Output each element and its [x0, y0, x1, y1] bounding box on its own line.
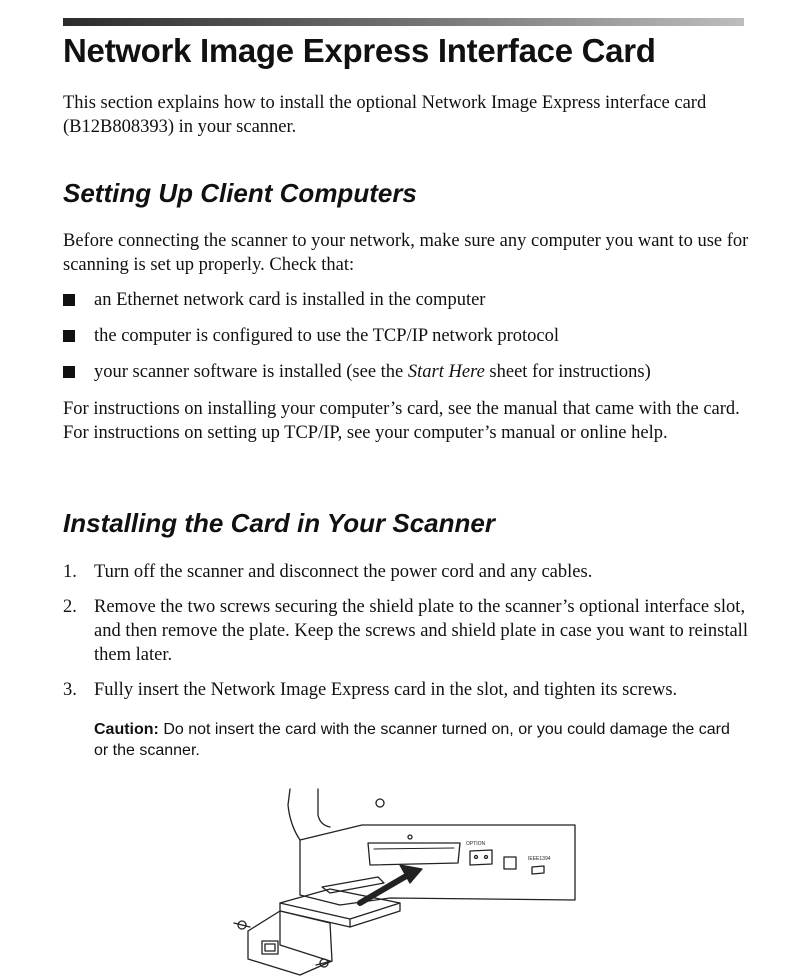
scanner-card-illustration [220, 785, 590, 976]
start-here-emphasis: Start Here [407, 362, 485, 382]
step-item [63, 678, 753, 702]
installation-steps [63, 560, 753, 713]
page-title: Network Image Express Interface Card [63, 32, 656, 69]
scanner-screw-icon [408, 835, 412, 839]
step-number: 3. [63, 680, 77, 700]
option-slot-inner [374, 848, 454, 849]
option-slot [368, 843, 460, 865]
card-bracket [248, 911, 332, 975]
list-item-text-end: sheet for instructions) [484, 362, 651, 382]
list-item [63, 324, 753, 360]
network-card-side [350, 903, 400, 927]
list-item-text: an Ethernet network card is installed in the computer [94, 290, 486, 310]
card-connector-strip [322, 877, 384, 893]
list-item [63, 288, 753, 324]
step-number: 2. [63, 597, 77, 617]
caution-note [94, 719, 734, 761]
intro-paragraph: This section explains how to install the optional Network Image Express interface card (B12B808393) in your scanner. [63, 93, 707, 137]
requirements-list [63, 288, 753, 396]
list-item [63, 360, 753, 396]
square-bullet-icon [63, 366, 75, 378]
step-text: Remove the two screws securing the shield plate to the scanner’s optional interface slot, and then remove the plate. Keep the screws and shield plate in case you want to reinstall them later. [94, 597, 748, 665]
square-bullet-icon [63, 330, 75, 342]
section-heading-installing-card: Installing the Card in Your Scanner [63, 508, 495, 538]
scanner-screw-icon [376, 799, 384, 807]
header-rule [63, 18, 744, 26]
port-label-ieee1394: IEEE1394 [528, 856, 551, 862]
square-bullet-icon [63, 294, 75, 306]
section1-lead-paragraph: Before connecting the scanner to your network, make sure any computer you want to use for scanning is set up properly. Check that: [63, 231, 749, 275]
step-item [63, 560, 753, 584]
caution-label: Caution: [94, 721, 159, 738]
list-item-text [94, 360, 651, 384]
connector-pin-icon [475, 856, 478, 859]
step-number: 1. [63, 562, 77, 582]
scanner-outline [288, 789, 575, 905]
list-item-text-start: your scanner software is installed (see the [94, 362, 408, 382]
section1-closing-paragraph: For instructions on installing your computer’s card, see the manual that came with the card. For instructions on setting up TCP/IP, see your computer’s manual or online help. [63, 399, 740, 443]
scanner-edge-line [318, 789, 330, 827]
ieee1394-port-icon [532, 866, 544, 874]
step-text: Turn off the scanner and disconnect the power cord and any cables. [94, 562, 593, 582]
port-label-option: OPTION [466, 841, 486, 847]
interface-connector-icon [470, 850, 492, 865]
caution-text: Do not insert the card with the scanner turned on, or you could damage the card or the scanner. [94, 721, 730, 759]
step-text: Fully insert the Network Image Express card in the slot, and tighten its screws. [94, 680, 678, 700]
section-heading-client-computers: Setting Up Client Computers [63, 178, 417, 208]
usb-port-icon [504, 857, 516, 869]
connector-pin-icon [485, 856, 488, 859]
step-item [63, 595, 753, 667]
card-screw-thread [234, 923, 250, 927]
list-item-text: the computer is configured to use the TCP/IP network protocol [94, 326, 559, 346]
